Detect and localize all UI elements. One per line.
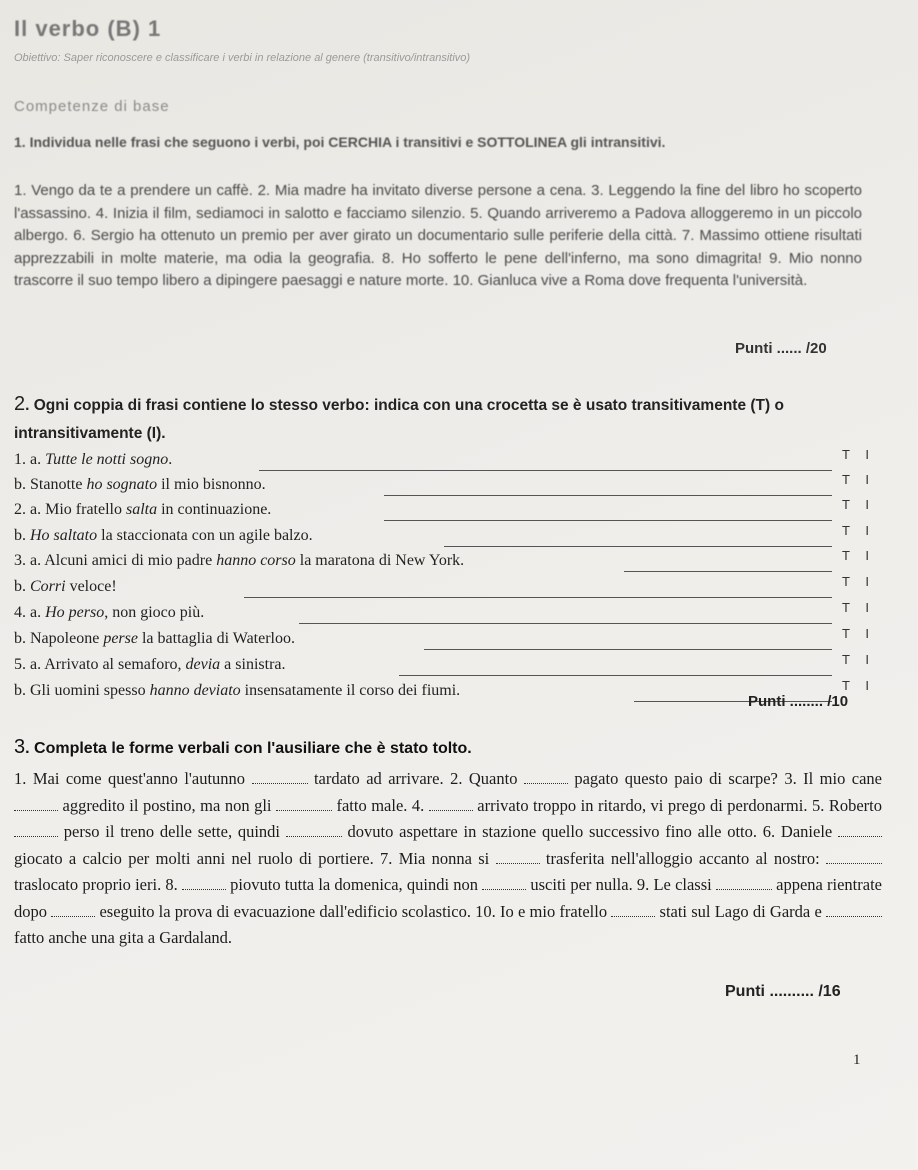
sentence-text: piovuto tutta la domenica, quindi non	[225, 875, 483, 894]
answer-line	[384, 495, 832, 496]
auxiliary-blank[interactable]	[826, 851, 882, 864]
exercise-number: 1	[14, 134, 22, 150]
auxiliary-blank[interactable]	[51, 904, 95, 917]
auxiliary-blank[interactable]	[252, 771, 308, 784]
sentence-text: 1. Mai come quest'anno l'autunno	[14, 769, 252, 788]
exercise-3-text	[14, 766, 882, 952]
verb-text: hanno deviato	[149, 682, 241, 699]
pair-sentence	[14, 656, 286, 674]
exercise-1-score	[735, 340, 827, 357]
pair-label: 4. a.	[14, 604, 42, 621]
pair-sentence	[14, 476, 266, 494]
pair-label: b.	[14, 578, 26, 595]
sentence-text: fatto anche una gita a Gardaland.	[14, 928, 233, 947]
sentence-text: traslocato proprio ieri. 8.	[14, 875, 182, 894]
pair-sentence	[14, 451, 172, 469]
t-i-checkbox[interactable]: T I	[842, 600, 875, 615]
pair-row	[14, 626, 894, 657]
sentence-text: .	[168, 451, 173, 468]
answer-line	[259, 470, 832, 471]
t-i-checkbox[interactable]: T I	[842, 652, 875, 667]
sentence-text: Gli uomini spesso	[30, 682, 150, 699]
pair-row	[14, 600, 894, 631]
sentence-text: appena rientrate dopo	[14, 875, 882, 921]
verb-text: devia	[185, 656, 221, 673]
sentence-text: arrivato troppo in ritardo, vi prego di perdonarmi. 5. Roberto	[472, 795, 882, 815]
exercise-1-sentences: 1. Vengo da te a prendere un caffè. 2. Mia madre ha invitato diverse persone a cena. 3. Leggendo la fine del libro ho scoperto l'assassino. 4. Inizia il film, sediamoci in salotto e facciamo silenzio. 5. Quando arriveremo a Padova alloggeremo in un piccolo albergo. 6. Sergio ha ottenuto un premio per aver girato un documentario sulle periferie della città. 7. Massimo ottiene risultati apprezzabili in molte materie, ma odia la geografia. 8. Ho sofferto le pene dell'inferno, ma sono dimagrita! 9. Mio nonno trascorre il suo tempo libero a dipingere paesaggi e nature morte. 10. Gianluca vive a Roma dove frequenta l'università.	[14, 182, 862, 289]
objective-text: Obiettivo: Saper riconoscere e classificare i verbi in relazione al genere (transitivo/intransitivo)	[14, 52, 471, 64]
score-label: Punti	[748, 693, 786, 710]
pair-label: 1. a.	[14, 451, 42, 468]
auxiliary-blank[interactable]	[496, 851, 540, 864]
exercise-3-score	[725, 983, 841, 1001]
sentence-text: Tutte le notti	[45, 451, 130, 468]
sentence-text: il mio bisnonno.	[157, 476, 266, 493]
instruction-text: . Ogni coppia di frasi contiene lo stesso verbo: indica con una crocetta se è usato transitivamente (T) o intransitivamente (I).	[14, 397, 784, 442]
sentence-text: trasferita nell'alloggio accanto al nostro:	[539, 848, 827, 868]
sentence-text: Stanotte	[30, 476, 87, 493]
sentence-text: in continuazione.	[157, 501, 272, 518]
pair-row	[14, 523, 894, 554]
exercise-2-instruction	[14, 390, 884, 448]
t-i-checkbox[interactable]: T I	[842, 447, 875, 462]
score-total: /16	[818, 983, 841, 1000]
exercise-1-instruction	[14, 130, 894, 154]
verb-text: sogno	[130, 451, 169, 468]
pair-label: b.	[14, 527, 26, 544]
sentence-text: eseguito la prova di evacuazione dall'edificio scolastico. 10. Io e mio fratello	[95, 901, 612, 921]
score-blank[interactable]: ..........	[769, 983, 814, 1000]
score-blank[interactable]: ......	[776, 340, 802, 357]
answer-line	[384, 520, 832, 521]
sentence-text: insensatamente il corso dei fiumi.	[240, 682, 461, 699]
score-total: /20	[805, 340, 827, 357]
auxiliary-blank[interactable]	[611, 904, 655, 917]
sentence-text: tardato ad arrivare. 2. Quanto	[307, 769, 524, 788]
sentence-text: dovuto aspettare in stazione quello successivo fino alle otto. 6. Daniele	[341, 822, 838, 841]
sentence-text: fatto male. 4.	[331, 795, 429, 815]
sentence-text: Arrivato al semaforo,	[44, 656, 186, 673]
pair-row	[14, 574, 894, 605]
score-label: Punti	[725, 983, 765, 1000]
pair-sentence	[14, 682, 460, 700]
t-i-checkbox[interactable]: T I	[842, 497, 875, 512]
auxiliary-blank[interactable]	[286, 824, 342, 837]
exercise-2-score	[748, 693, 848, 710]
auxiliary-blank[interactable]	[429, 798, 473, 811]
t-i-checkbox[interactable]: T I	[842, 523, 875, 538]
answer-line	[624, 571, 832, 572]
exercise-3-instruction	[14, 736, 472, 759]
auxiliary-blank[interactable]	[716, 877, 772, 890]
instruction-text: . Individua nelle frasi che seguono i verbi, poi CERCHIA i transitivi e SOTTOLINEA gli intransitivi.	[21, 134, 666, 150]
auxiliary-blank[interactable]	[14, 798, 58, 811]
verb-text: salta	[125, 501, 158, 518]
sentence-text: la maratona di New York.	[295, 552, 465, 569]
page-title: Il verbo (B) 1	[14, 16, 162, 41]
t-i-checkbox[interactable]: T I	[842, 548, 875, 563]
verb-text: Ho saltato	[30, 527, 98, 544]
sentence-text: pagato questo paio di scarpe? 3. Il mio cane	[567, 769, 882, 788]
sentence-text: Mio fratello	[45, 501, 126, 518]
score-label: Punti	[735, 340, 773, 357]
t-i-checkbox[interactable]: T I	[842, 574, 875, 589]
sentence-text: la staccionata con un agile balzo.	[97, 527, 313, 544]
exercise-number: 3	[14, 736, 26, 758]
pair-sentence	[14, 604, 204, 622]
verb-text: perse	[103, 630, 138, 647]
auxiliary-blank[interactable]	[182, 877, 226, 890]
auxiliary-blank[interactable]	[838, 824, 882, 837]
answer-line	[399, 675, 832, 676]
auxiliary-blank[interactable]	[14, 824, 58, 837]
sentence-text: aggredito il postino, ma non gli	[58, 795, 276, 815]
auxiliary-blank[interactable]	[276, 798, 332, 811]
verb-text: hanno corso	[216, 552, 296, 569]
pair-row	[14, 447, 894, 478]
sentence-text: a sinistra.	[220, 656, 286, 673]
verb-text: Ho perso	[45, 604, 105, 621]
pair-sentence	[14, 578, 117, 596]
t-i-checkbox[interactable]: T I	[842, 472, 875, 487]
auxiliary-blank[interactable]	[826, 904, 882, 917]
pair-sentence	[14, 501, 271, 519]
answer-line	[244, 597, 832, 598]
page-number: 1	[853, 1052, 861, 1068]
t-i-checkbox[interactable]: T I	[842, 678, 875, 693]
verb-text: ho sognato	[86, 476, 158, 493]
pair-sentence	[14, 527, 313, 545]
auxiliary-blank[interactable]	[482, 877, 526, 890]
sentence-text: la battaglia di Waterloo.	[137, 630, 295, 647]
pair-label: 2. a.	[14, 501, 42, 518]
sentence-text: veloce!	[65, 578, 117, 595]
auxiliary-blank[interactable]	[524, 771, 568, 784]
pair-label: b.	[14, 476, 26, 493]
sentence-text: giocato a calcio per molti anni nel ruolo di portiere. 7. Mia nonna si	[14, 848, 496, 868]
sentence-text: perso il treno delle sette, quindi	[58, 822, 286, 841]
section-label: Competenze di base	[14, 98, 170, 115]
exercise-number: 2	[14, 393, 26, 415]
pair-label: b.	[14, 682, 26, 699]
pair-label: 3. a.	[14, 552, 42, 569]
pair-sentence	[14, 630, 295, 648]
sentence-text: Napoleone	[30, 630, 104, 647]
answer-line	[424, 649, 832, 650]
instruction-text: . Completa le forme verbali con l'ausiliare che è stato tolto.	[25, 740, 472, 757]
score-total: /10	[827, 693, 849, 710]
pair-label: 5. a.	[14, 656, 42, 673]
pair-row	[14, 548, 894, 579]
answer-line	[299, 623, 832, 624]
sentence-text: stati sul Lago di Garda e	[655, 901, 827, 921]
sentence-text: usciti per nulla. 9. Le classi	[526, 875, 716, 894]
score-blank[interactable]: ........	[789, 693, 824, 710]
pair-label: b.	[14, 630, 26, 647]
sentence-text: Alcuni amici di mio padre	[44, 552, 217, 569]
verb-text: Corri	[30, 578, 66, 595]
sentence-text: , non gioco più.	[104, 604, 205, 621]
pair-sentence	[14, 552, 464, 570]
t-i-checkbox[interactable]: T I	[842, 626, 875, 641]
pair-row	[14, 472, 894, 503]
pair-row	[14, 652, 894, 683]
pair-row	[14, 497, 894, 528]
answer-line	[444, 546, 832, 547]
